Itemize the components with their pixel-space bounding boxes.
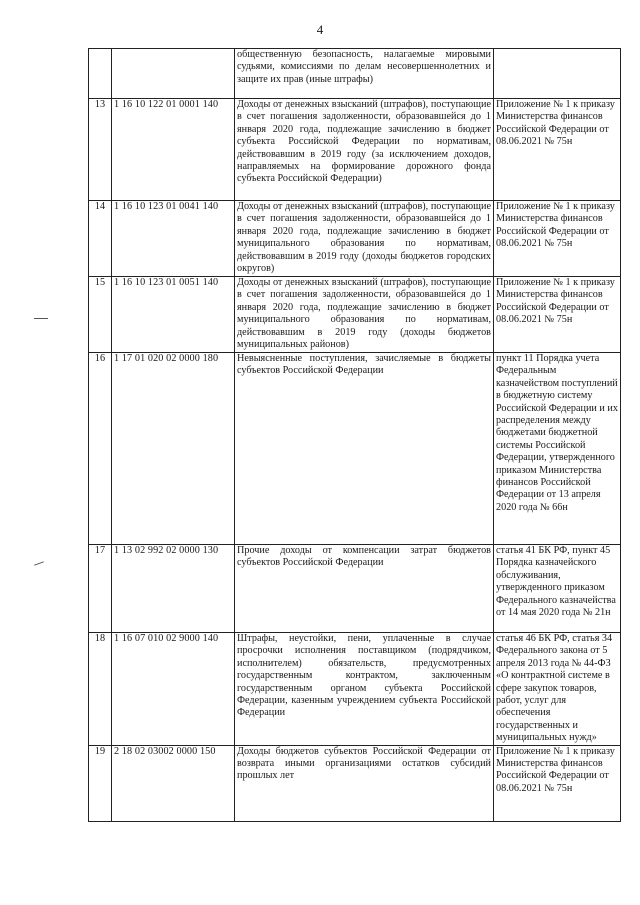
revenue-codes-table — [88, 48, 621, 822]
revenue-code — [112, 49, 235, 99]
revenue-code: 1 16 10 122 01 0001 140 — [112, 99, 235, 201]
table-row — [89, 745, 621, 821]
legal-basis: статья 46 БК РФ, статья 34 Федерального закона от 5 апреля 2013 года № 44-ФЗ «О контрактной системе в сфере закупок товаров, работ, услуг для обеспечения государственных и муниципальных нужд» — [494, 633, 621, 746]
row-number: 18 — [89, 633, 112, 746]
table-row — [89, 99, 621, 201]
row-number: 17 — [89, 545, 112, 633]
table-row — [89, 277, 621, 353]
revenue-description: Доходы от денежных взысканий (штрафов), поступающие в счет погашения задолженности, образовавшейся до 1 января 2020 года, подлежащие зачислению в бюджет муниципального образования по нормативам, действовавшим в 2019 году (доходы бюджетов муниципальных районов) — [235, 277, 494, 353]
row-number: 14 — [89, 201, 112, 277]
table-row — [89, 201, 621, 277]
legal-basis: Приложение № 1 к приказу Министерства финансов Российской Федерации от 08.06.2021 № 75н — [494, 277, 621, 353]
legal-basis: Приложение № 1 к приказу Министерства финансов Российской Федерации от 08.06.2021 № 75н — [494, 745, 621, 821]
legal-basis — [494, 49, 621, 99]
revenue-code: 1 16 10 123 01 0041 140 — [112, 201, 235, 277]
row-number: 19 — [89, 745, 112, 821]
revenue-description: Доходы от денежных взысканий (штрафов), поступающие в счет погашения задолженности, образовавшейся до 1 января 2020 года, подлежащие зачислению в бюджет субъекта Российской Федерации по нормативам, действовавшим в 2019 году (за исключением доходов, направляемых на формирование дорожного фонда субъекта Российской Федерации) — [235, 99, 494, 201]
legal-basis: Приложение № 1 к приказу Министерства финансов Российской Федерации от 08.06.2021 № 75н — [494, 201, 621, 277]
table-row — [89, 633, 621, 746]
row-number: 13 — [89, 99, 112, 201]
scan-artifact-mark — [34, 318, 48, 319]
table-row — [89, 545, 621, 633]
revenue-code: 1 13 02 992 02 0000 130 — [112, 545, 235, 633]
revenue-description: Доходы от денежных взысканий (штрафов), поступающие в счет погашения задолженности, образовавшейся до 1 января 2020 года, подлежащие зачислению в бюджет муниципального образования по нормативам, действовавшим в 2019 году (доходы бюджетов городских округов) — [235, 201, 494, 277]
revenue-description: Прочие доходы от компенсации затрат бюджетов субъектов Российской Федерации — [235, 545, 494, 633]
revenue-description: общественную безопасность, налагаемые мировыми судьями, комиссиями по делам несовершеннолетних и защите их прав (иные штрафы) — [235, 49, 494, 99]
revenue-code: 1 16 10 123 01 0051 140 — [112, 277, 235, 353]
revenue-code: 1 16 07 010 02 9000 140 — [112, 633, 235, 746]
legal-basis: статья 41 БК РФ, пункт 45 Порядка казначейского обслуживания, утвержденного приказом Федерального казначейства от 14 мая 2020 года № 21н — [494, 545, 621, 633]
legal-basis: Приложение № 1 к приказу Министерства финансов Российской Федерации от 08.06.2021 № 75н — [494, 99, 621, 201]
revenue-description: Штрафы, неустойки, пени, уплаченные в случае просрочки исполнения поставщиком (подрядчиком, исполнителем) обязательств, предусмотренных государственным контрактом, заключенным государственным органом субъекта Российской Федерации, казенным учреждением субъекта Российской Федерации — [235, 633, 494, 746]
scan-artifact-mark — [34, 561, 44, 565]
row-number: 15 — [89, 277, 112, 353]
legal-basis: пункт 11 Порядка учета Федеральным казначейством поступлений в бюджетную систему Российской Федерации и их распределения между бюджетами бюджетной системы Российской Федерации, утвержденного приказом Министерства финансов Российской Федерации от 13 апреля 2020 года № 66н — [494, 353, 621, 545]
page-number: 4 — [316, 22, 324, 37]
table-row — [89, 353, 621, 545]
revenue-code: 1 17 01 020 02 0000 180 — [112, 353, 235, 545]
row-number — [89, 49, 112, 99]
revenue-code: 2 18 02 03002 0000 150 — [112, 745, 235, 821]
revenue-description: Доходы бюджетов субъектов Российской Федерации от возврата иными организациями остатков субсидий прошлых лет — [235, 745, 494, 821]
revenue-description: Невыясненные поступления, зачисляемые в бюджеты субъектов Российской Федерации — [235, 353, 494, 545]
row-number: 16 — [89, 353, 112, 545]
table-row — [89, 49, 621, 99]
